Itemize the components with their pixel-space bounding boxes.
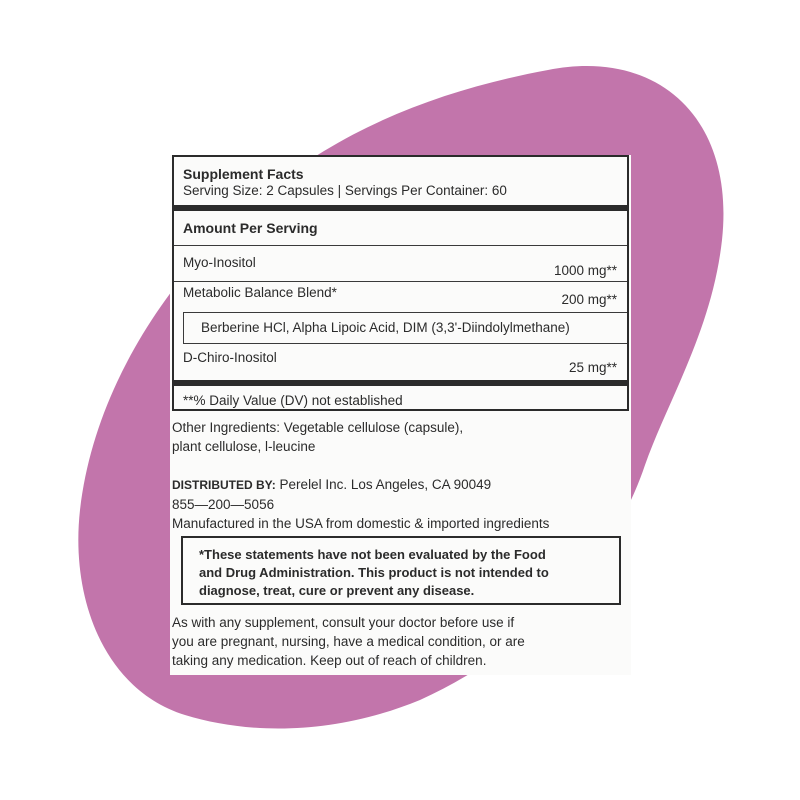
divider bbox=[174, 281, 627, 282]
warning-line: As with any supplement, consult your doctor before use if bbox=[172, 615, 515, 630]
distributor-info bbox=[172, 475, 549, 533]
nutrient-amount: 200 mg** bbox=[561, 292, 617, 307]
nutrient-name: D-Chiro-Inositol bbox=[183, 350, 277, 365]
blend-components-box bbox=[183, 312, 627, 344]
other-ingredients-line: Other Ingredients: Vegetable cellulose (capsule), bbox=[172, 420, 464, 435]
fda-disclaimer-box bbox=[181, 536, 621, 605]
fda-disclaimer-line: *These statements have not been evaluated by the Food bbox=[199, 547, 546, 562]
other-ingredients bbox=[172, 418, 463, 456]
other-ingredients-line: plant cellulose, l-leucine bbox=[172, 439, 316, 454]
nutrient-name: Metabolic Balance Blend* bbox=[183, 285, 337, 300]
fda-disclaimer-line: diagnose, treat, cure or prevent any disease. bbox=[199, 583, 475, 598]
amount-per-serving-header: Amount Per Serving bbox=[183, 220, 318, 236]
supplement-label bbox=[170, 155, 631, 675]
divider bbox=[174, 245, 627, 246]
daily-value-note: **% Daily Value (DV) not established bbox=[183, 393, 403, 408]
nutrient-amount: 25 mg** bbox=[568, 360, 617, 375]
serving-info: Serving Size: 2 Capsules | Servings Per Container: 60 bbox=[183, 183, 507, 198]
thick-divider bbox=[174, 205, 627, 211]
distributor-address: Perelel Inc. Los Angeles, CA 90049 bbox=[279, 477, 492, 492]
manufactured-note: Manufactured in the USA from domestic & imported ingredients bbox=[172, 516, 550, 531]
supplement-facts-title: Supplement Facts bbox=[183, 166, 304, 182]
blend-components: Berberine HCl, Alpha Lipoic Acid, DIM (3,3'-Diindolylmethane) bbox=[201, 320, 570, 335]
distributor-line bbox=[172, 475, 549, 495]
distributed-by-label: DISTRIBUTED BY: bbox=[172, 478, 276, 492]
distributor-phone: 855—200—5056 bbox=[172, 497, 275, 512]
supplement-facts-panel bbox=[172, 155, 629, 411]
thick-divider bbox=[174, 380, 627, 386]
warning-line: you are pregnant, nursing, have a medical condition, or are bbox=[172, 634, 525, 649]
nutrient-amount: 1000 mg** bbox=[553, 263, 617, 278]
warning-line: taking any medication. Keep out of reach of children. bbox=[172, 653, 487, 668]
fda-disclaimer-line: and Drug Administration. This product is not intended to bbox=[199, 565, 549, 580]
nutrient-name: Myo-Inositol bbox=[183, 255, 256, 270]
warning-text bbox=[172, 613, 525, 670]
